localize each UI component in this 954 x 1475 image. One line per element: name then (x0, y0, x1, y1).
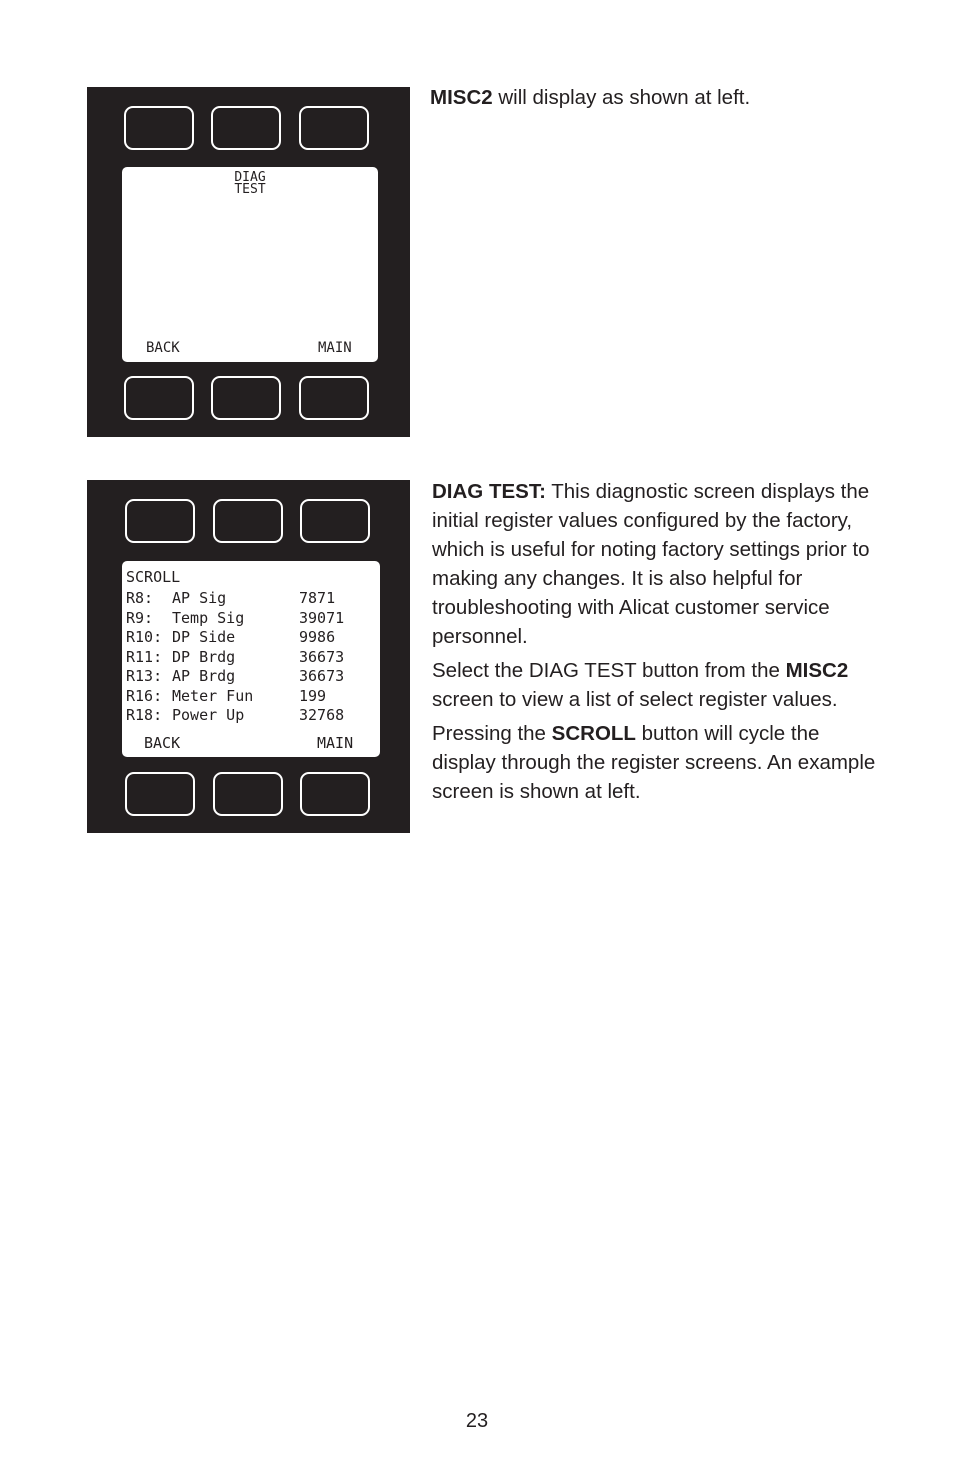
register-id: R18: (126, 706, 163, 724)
scroll-bold-ref: SCROLL (551, 722, 636, 745)
diag-test-label-line1: DIAG (234, 170, 266, 185)
diag-lcd-screen (122, 561, 380, 757)
register-value: 199 (299, 686, 327, 705)
register-id: R10: (126, 628, 163, 646)
register-name: Meter Fun (172, 686, 254, 705)
register-row (126, 589, 376, 608)
register-value: 39071 (299, 608, 345, 627)
scroll-label[interactable]: SCROLL (126, 568, 181, 586)
misc2-bold-ref: MISC2 (785, 659, 849, 682)
diag-test-paragraph-1 (432, 477, 877, 651)
bottom-center-button[interactable] (211, 376, 281, 420)
diag-test-bold: DIAG TEST: (432, 480, 546, 503)
register-name: DP Brdg (172, 647, 236, 666)
diag-test-p3-text-b: button will cycle the display through the register screens. An example screen is shown at left. (432, 722, 876, 803)
register-value: 36673 (299, 667, 345, 685)
diag-test-p2-text-a: Select the DIAG TEST button from the (432, 659, 786, 682)
register-value: 7871 (299, 589, 336, 607)
back-label[interactable]: BACK (144, 734, 181, 752)
register-row (126, 609, 376, 628)
register-name: Power Up (172, 706, 245, 724)
diag-test-p1-text: This diagnostic screen displays the initial register values configured by the factory, which is useful for noting factory settings prior to making any changes. It is also helpful for troubleshooting with Alicat customer service personnel. (432, 480, 870, 648)
diag-test-description (432, 477, 877, 806)
register-id: R9: (126, 608, 154, 627)
register-list (126, 589, 376, 729)
register-id: R8: (126, 589, 154, 607)
bottom-center-button[interactable] (213, 772, 283, 816)
main-label[interactable]: MAIN (317, 734, 354, 752)
diag-test-paragraph-3 (432, 719, 877, 806)
register-id: R13: (126, 667, 163, 685)
bottom-left-button[interactable] (125, 772, 195, 816)
top-right-button[interactable] (299, 106, 369, 150)
top-left-button[interactable] (124, 106, 194, 150)
diag-test-device-illustration (87, 480, 410, 833)
register-value: 32768 (299, 706, 345, 724)
top-right-button[interactable] (300, 499, 370, 543)
bottom-right-button[interactable] (300, 772, 370, 816)
bottom-right-button[interactable] (299, 376, 369, 420)
register-name: DP Side (172, 628, 236, 646)
diag-test-label-line2: TEST (234, 182, 266, 197)
register-name: AP Brdg (172, 667, 236, 685)
register-name: AP Sig (172, 589, 227, 607)
misc2-bold: MISC2 (430, 86, 493, 109)
register-name: Temp Sig (172, 608, 245, 627)
misc2-device-illustration (87, 87, 410, 437)
top-center-button[interactable] (213, 499, 283, 543)
register-row (126, 628, 376, 647)
misc2-description (430, 83, 880, 112)
register-row (126, 687, 376, 706)
misc2-lcd-screen (122, 167, 378, 362)
page-number: 23 (465, 1410, 489, 1432)
bottom-left-button[interactable] (124, 376, 194, 420)
diag-test-p3-text-a: Pressing the (432, 722, 552, 745)
back-label[interactable]: BACK (146, 340, 180, 356)
main-label[interactable]: MAIN (318, 340, 352, 356)
diag-test-p2-text-b: screen to view a list of select register values. (432, 688, 838, 711)
top-center-button[interactable] (211, 106, 281, 150)
diag-test-label[interactable] (122, 172, 378, 196)
misc2-rest: will display as shown at left. (492, 86, 751, 109)
register-row (126, 667, 376, 686)
top-left-button[interactable] (125, 499, 195, 543)
register-value: 9986 (299, 628, 336, 646)
register-id: R11: (126, 647, 163, 666)
register-row (126, 648, 376, 667)
diag-test-paragraph-2 (432, 656, 877, 714)
register-value: 36673 (299, 647, 345, 666)
register-row (126, 706, 376, 725)
register-id: R16: (126, 686, 163, 705)
